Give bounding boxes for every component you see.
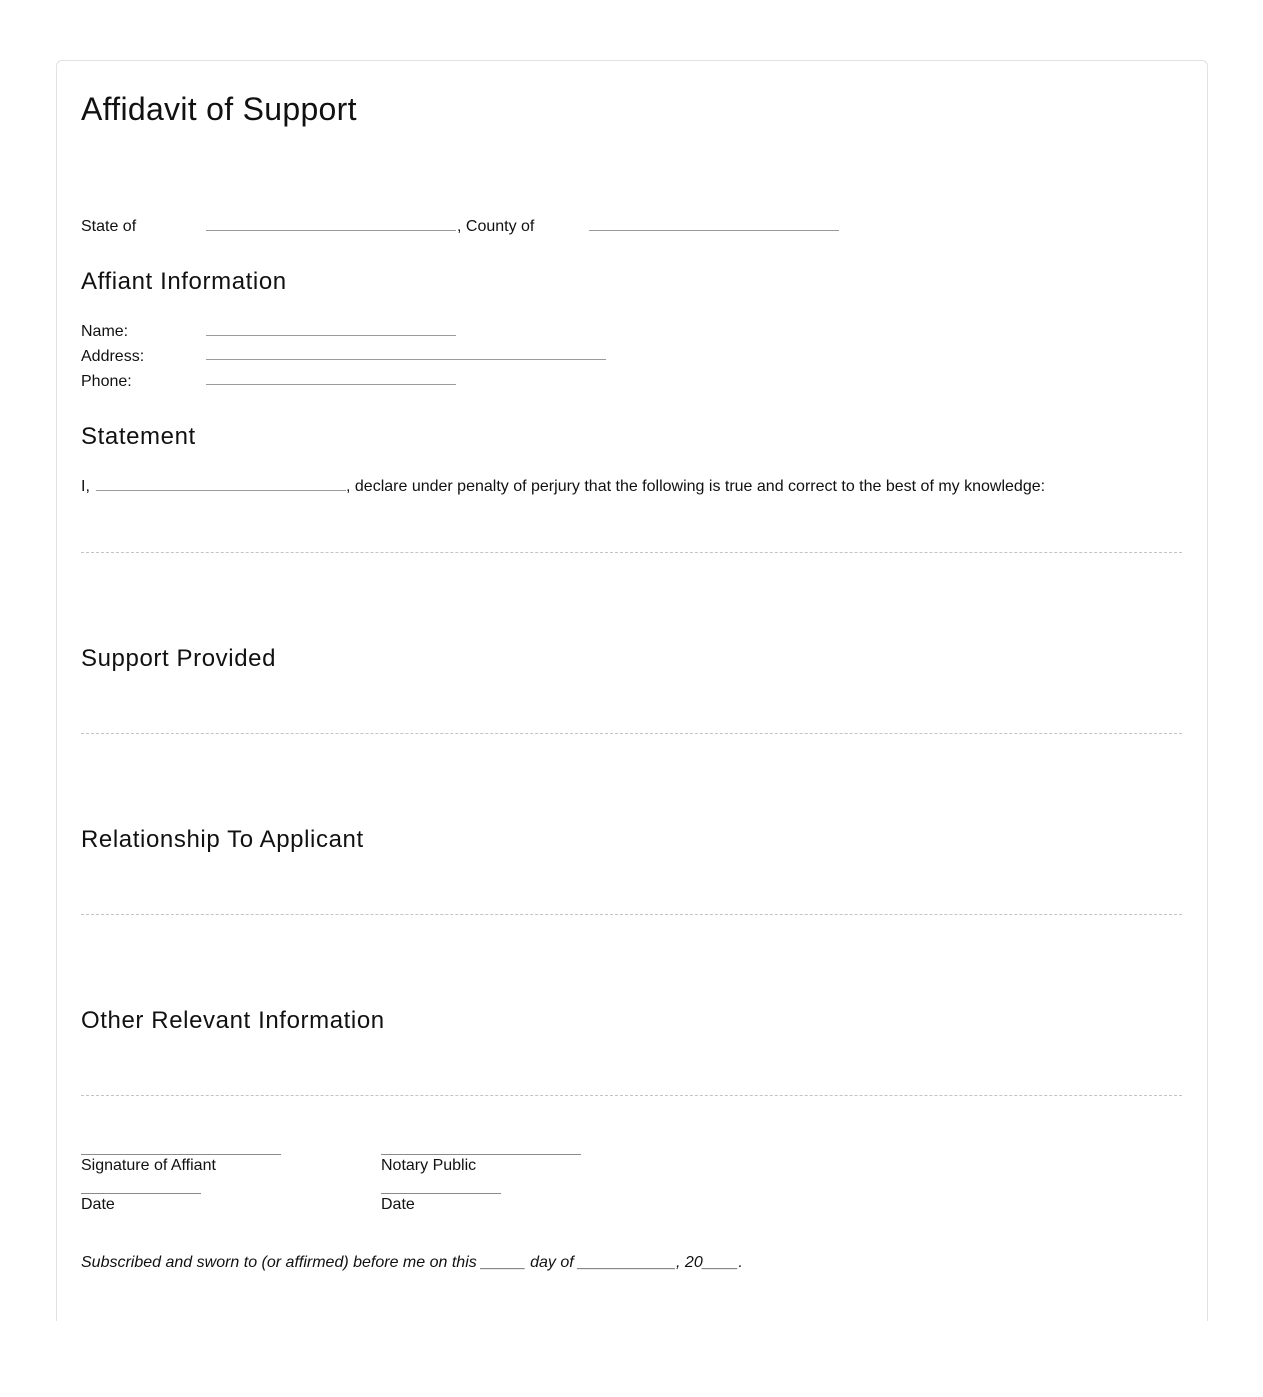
statement-prefix: I, bbox=[81, 478, 90, 495]
statement-divider bbox=[81, 552, 1182, 553]
name-field-line[interactable] bbox=[206, 335, 456, 336]
declarant-name-line[interactable] bbox=[96, 490, 346, 491]
notary-signature-line[interactable] bbox=[381, 1154, 581, 1155]
phone-field-line[interactable] bbox=[206, 384, 456, 385]
county-label: , County of bbox=[457, 218, 535, 235]
other-information-divider bbox=[81, 1095, 1182, 1096]
notary-date-label: Date bbox=[381, 1196, 415, 1213]
jurat-statement: Subscribed and sworn to (or affirmed) before me on this _____ day of ___________, 20____. bbox=[81, 1254, 743, 1271]
support-provided-heading: Support Provided bbox=[81, 645, 277, 672]
relationship-divider bbox=[81, 914, 1182, 915]
form-title: Affidavit of Support bbox=[81, 91, 357, 127]
state-label: State of bbox=[81, 218, 137, 235]
address-label: Address: bbox=[81, 348, 145, 365]
name-label: Name: bbox=[81, 323, 129, 340]
affiant-date-label: Date bbox=[81, 1196, 115, 1213]
affiant-information-heading: Affiant Information bbox=[81, 268, 287, 295]
address-field-line[interactable] bbox=[206, 359, 606, 360]
notary-date-line[interactable] bbox=[381, 1193, 501, 1194]
affiant-signature-label: Signature of Affiant bbox=[81, 1157, 216, 1174]
phone-label: Phone: bbox=[81, 373, 132, 390]
other-information-heading: Other Relevant Information bbox=[81, 1007, 385, 1034]
affiant-signature-line[interactable] bbox=[81, 1154, 281, 1155]
support-provided-divider bbox=[81, 733, 1182, 734]
affiant-date-line[interactable] bbox=[81, 1193, 201, 1194]
county-field-line[interactable] bbox=[589, 230, 839, 231]
notary-signature-label: Notary Public bbox=[381, 1157, 477, 1174]
affidavit-form-card bbox=[56, 60, 1208, 1321]
statement-heading: Statement bbox=[81, 423, 196, 450]
state-field-line[interactable] bbox=[206, 230, 456, 231]
statement-text: , declare under penalty of perjury that the following is true and correct to the best of my knowledge: bbox=[346, 478, 1046, 495]
relationship-heading: Relationship To Applicant bbox=[81, 826, 364, 853]
